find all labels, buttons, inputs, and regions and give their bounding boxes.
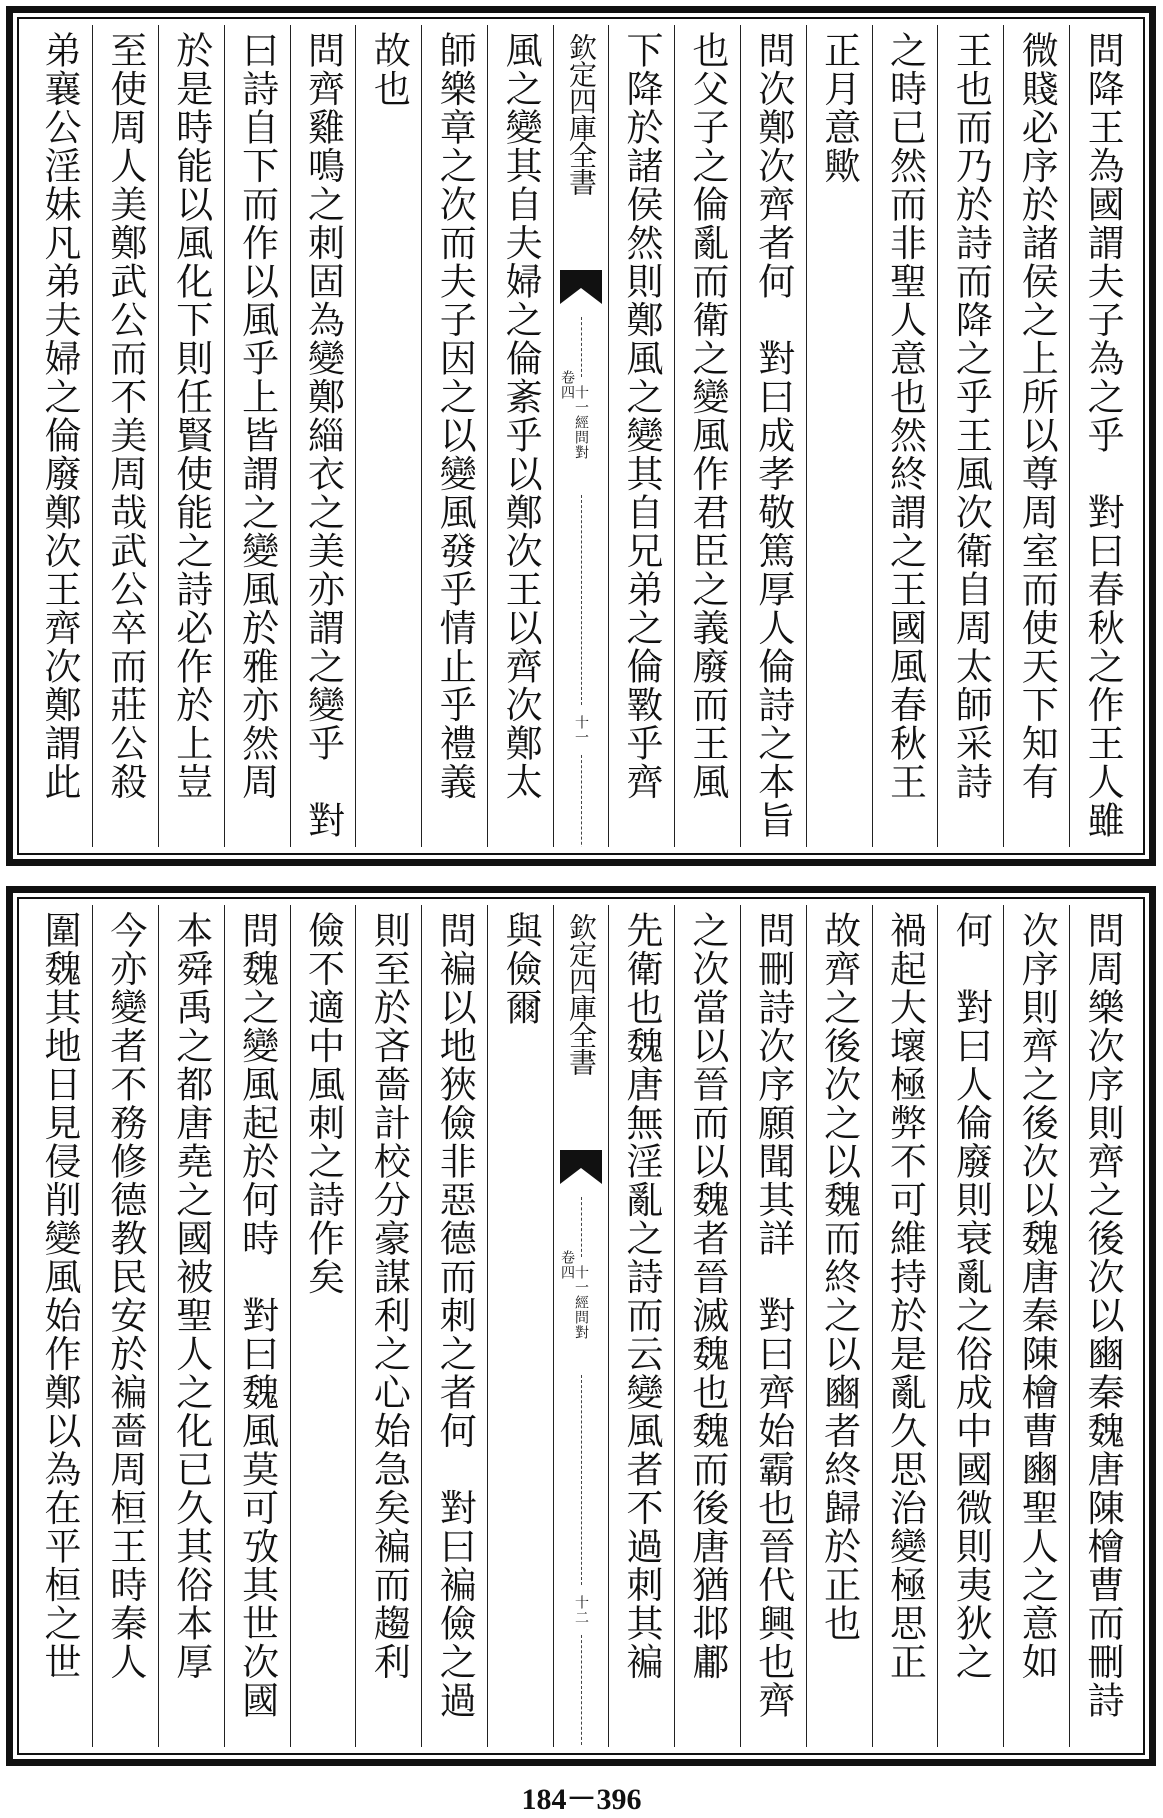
column-text: 問降王為國謂夫子為之乎 對曰春秋之作王人雖 xyxy=(1081,31,1125,840)
text-column xyxy=(421,25,487,847)
text-column xyxy=(937,905,1003,1747)
text-column xyxy=(937,25,1003,847)
column-text: 曰詩自下而作以風乎上皆謂之變風於雅亦然周 xyxy=(235,31,279,801)
text-column xyxy=(806,905,872,1747)
column-text: 儉不適中風刺之詩作矣 xyxy=(301,911,345,1296)
column-text: 下降於諸侯然則鄭風之變其自兄弟之倫斁乎齊 xyxy=(619,31,663,801)
column-text: 圍魏其地日見侵削變風始作鄭以為在平桓之世 xyxy=(37,911,81,1681)
volume-label: 卷四 xyxy=(559,370,575,400)
column-text: 何 對曰人倫廢則衰亂之俗成中國微則夷狄之 xyxy=(949,911,993,1681)
fold-rule xyxy=(581,495,582,705)
folio-number: 十二 xyxy=(573,1595,589,1625)
text-column xyxy=(158,25,224,847)
column-text: 故齊之後次之以魏而終之以豳者終歸於正也 xyxy=(817,911,861,1643)
column-text: 次序則齊之後次以魏唐秦陳檜曹豳聖人之意如 xyxy=(1015,911,1059,1681)
text-column xyxy=(487,905,553,1747)
bottom-columns xyxy=(27,905,1135,1747)
text-column xyxy=(1069,905,1135,1747)
center-fold xyxy=(553,905,608,1747)
column-text: 問次鄭次齊者何 對曰成孝敬篤厚人倫詩之本旨 xyxy=(751,31,795,840)
column-text: 於是時能以風化下則任賢使能之詩必作於上豈 xyxy=(169,31,213,801)
library-title: 欽定四庫全書 xyxy=(565,913,598,1075)
column-text: 之時已然而非聖人意也然終謂之王國風春秋王 xyxy=(883,31,927,801)
text-column xyxy=(92,25,158,847)
text-column xyxy=(608,905,674,1747)
text-column xyxy=(872,25,938,847)
column-text: 與儉爾 xyxy=(499,911,543,1027)
fold-rule xyxy=(581,755,582,847)
text-column xyxy=(1003,25,1069,847)
fishtail-mark xyxy=(560,270,602,304)
column-text: 故也 xyxy=(367,31,411,108)
text-column xyxy=(487,25,553,847)
text-column xyxy=(740,905,806,1747)
text-column xyxy=(1069,25,1135,847)
column-text: 則至於吝嗇計校分豪謀利之心始急矣褊而趨利 xyxy=(367,911,411,1681)
folio-number: 十一 xyxy=(573,715,589,745)
text-column xyxy=(355,25,421,847)
text-column xyxy=(27,25,92,847)
column-text: 也父子之倫亂而衛之變風作君臣之義廢而王風 xyxy=(685,31,729,801)
text-column xyxy=(224,25,290,847)
text-column xyxy=(290,25,356,847)
fold-rule xyxy=(581,1197,582,1257)
column-text: 問齊雞鳴之刺固為變鄭緇衣之美亦謂之變乎 對 xyxy=(301,31,345,840)
library-title: 欽定四庫全書 xyxy=(565,33,598,195)
text-column xyxy=(158,905,224,1747)
column-text: 王也而乃於詩而降之乎王風次衛自周太師采詩 xyxy=(949,31,993,801)
text-column xyxy=(92,905,158,1747)
page-number: 184－396 xyxy=(521,1783,642,1816)
text-column xyxy=(674,905,740,1747)
column-text: 弟襄公淫妹凡弟夫婦之倫廢鄭次王齊次鄭謂此 xyxy=(37,31,81,801)
volume-label: 卷四 xyxy=(559,1250,575,1280)
column-text: 問魏之變風起於何時 對曰魏風莫可攷其世次國 xyxy=(235,911,279,1720)
column-text: 之次當以晉而以魏者晉滅魏也魏而後唐猶邶鄘 xyxy=(685,911,729,1681)
column-text: 今亦變者不務修德教民安於褊嗇周桓王時秦人 xyxy=(103,911,147,1681)
top-columns xyxy=(27,25,1135,847)
column-text: 本舜禹之都唐堯之國被聖人之化已久其俗本厚 xyxy=(169,911,213,1681)
column-text: 至使周人美鄭武公而不美周哉武公卒而莊公殺 xyxy=(103,31,147,801)
text-column xyxy=(872,905,938,1747)
fold-rule xyxy=(581,317,582,377)
column-text: 問刪詩次序願聞其詳 對曰齊始霸也晉代興也齊 xyxy=(751,911,795,1720)
text-column xyxy=(421,905,487,1747)
fold-rule xyxy=(581,1375,582,1585)
text-column xyxy=(1003,905,1069,1747)
column-text: 風之變其自夫婦之倫紊乎以鄭次王以齊次鄭太 xyxy=(499,31,543,801)
text-column xyxy=(806,25,872,847)
text-column xyxy=(740,25,806,847)
column-text: 問周樂次序則齊之後次以豳秦魏唐陳檜曹而刪詩 xyxy=(1081,911,1125,1720)
text-column xyxy=(27,905,92,1747)
fishtail-mark xyxy=(560,1150,602,1184)
column-text: 先衛也魏唐無淫亂之詩而云變風者不過刺其褊 xyxy=(619,911,663,1681)
book-label: 十一經問對 xyxy=(573,1265,589,1340)
bottom-page xyxy=(6,886,1156,1766)
column-text: 微賤必序於諸侯之上所以尊周室而使天下知有 xyxy=(1015,31,1059,801)
text-column xyxy=(608,25,674,847)
column-text: 正月意歟 xyxy=(817,31,861,185)
fold-rule xyxy=(581,1635,582,1745)
column-text: 問褊以地狹儉非惡德而刺之者何 對曰褊儉之過 xyxy=(433,911,477,1720)
text-column xyxy=(674,25,740,847)
column-text: 師樂章之次而夫子因之以變風發乎情止乎禮義 xyxy=(433,31,477,801)
book-label: 十一經問對 xyxy=(573,385,589,460)
text-column xyxy=(290,905,356,1747)
text-column xyxy=(224,905,290,1747)
center-fold xyxy=(553,25,608,847)
column-text: 禍起大壞極弊不可維持於是亂久思治變極思正 xyxy=(883,911,927,1681)
text-column xyxy=(355,905,421,1747)
top-page xyxy=(6,6,1156,866)
